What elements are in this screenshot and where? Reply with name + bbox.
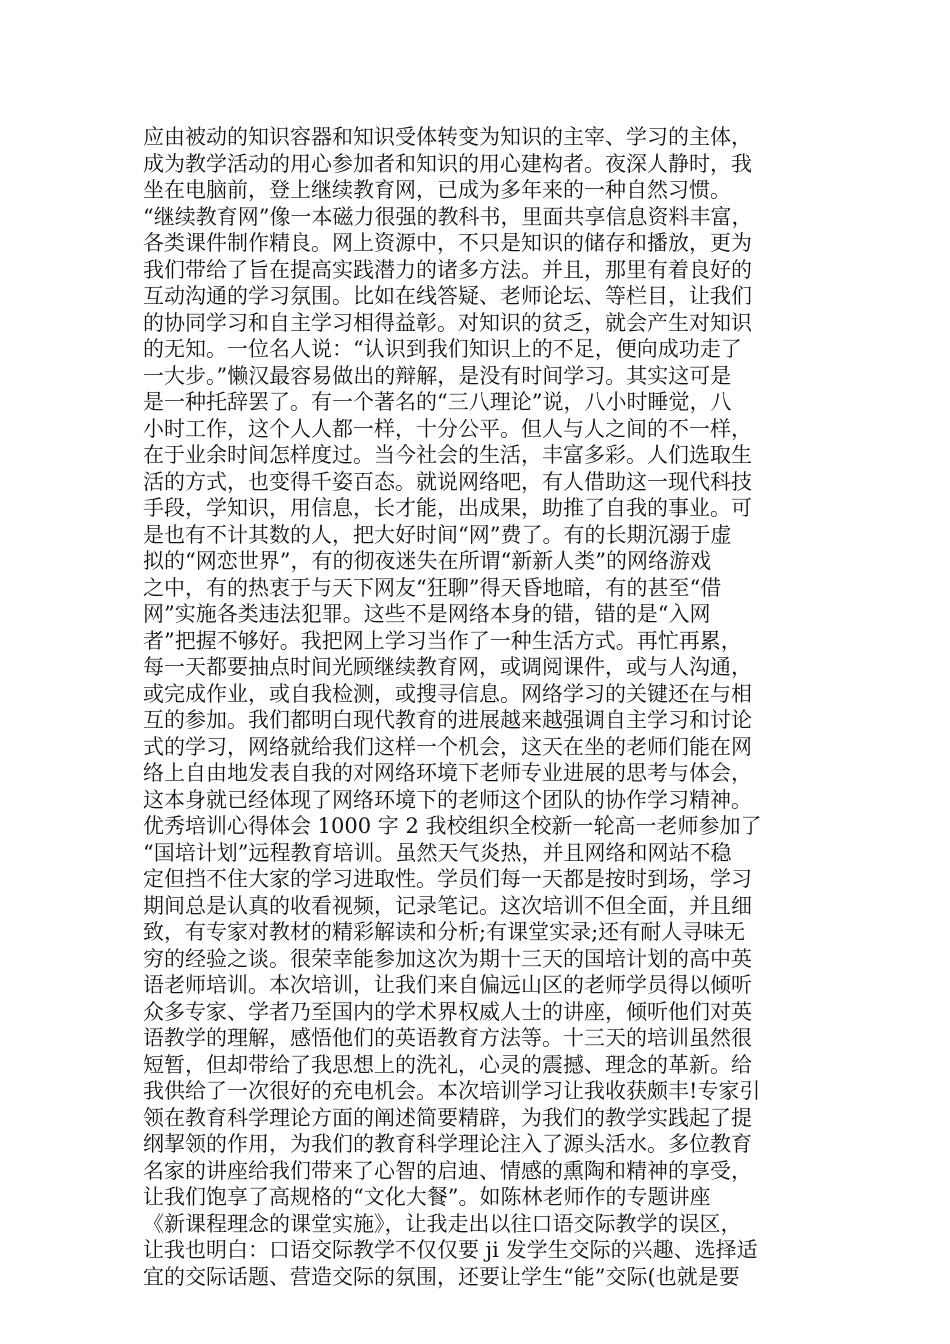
text-line: 纲挈领的作用，为我们的教育科学理论注入了源头活水。多位教育 [143, 1132, 752, 1156]
text-line: 是也有不计其数的人，把大好时间“网”费了。有的长期沉溺于虚 [143, 522, 732, 547]
text-line: 应由被动的知识容器和知识受体转变为知识的主宰、学习的主体， [143, 125, 752, 149]
text-line: 每一天都要抽点时间光顾继续教育网，或调阅课件，或与人沟通， [143, 655, 752, 679]
text-line: 短暂，但却带给了我思想上的洗礼，心灵的震撼、理念的革新。给 [143, 1052, 752, 1077]
text-line: 或完成作业，或自我检测，或搜寻信息。网络学习的关键还在与相 [143, 681, 752, 706]
text-line: 这本身就已经体现了网络环境下的老师这个团队的协作学习精神。 [143, 787, 752, 812]
text-line: 语教学的理解，感悟他们的英语教育方法等。十三天的培训虽然很 [143, 1026, 752, 1050]
text-line: 一大步。”懒汉最容易做出的辩解，是没有时间学习。其实这可是 [143, 363, 732, 388]
text-line: 领在教育科学理论方面的阐述简要精辟，为我们的教学实践起了提 [143, 1105, 752, 1130]
text-line: 是一种托辞罢了。有一个著名的“三八理论”说，八小时睡觉，八 [143, 390, 732, 414]
text-line: 网”实施各类违法犯罪。这些不是网络本身的错，错的是“入网 [143, 602, 711, 626]
text-line: 我供给了一次很好的充电机会。本次培训学习让我收获颇丰!专家引 [143, 1079, 761, 1103]
text-line: 互的参加。我们都明白现代教育的进展越来越强调自主学习和讨论 [143, 708, 752, 732]
text-line: 定但挡不住大家的学习进取性。学员们每一天都是按时到场，学习 [143, 867, 752, 891]
text-line: 式的学习，网络就给我们这样一个机会，这天在坐的老师们能在网 [143, 734, 752, 759]
text-line: 活的方式，也变得千姿百态。就说网络吧，有人借助这一现代科技 [143, 469, 752, 494]
text-line: 小时工作，这个人人都一样，十分公平。但人与人之间的不一样， [143, 416, 752, 441]
text-line: 宜的交际话题、营造交际的氛围，还要让学生“能”交际(也就是要 [143, 1264, 740, 1289]
text-line: 众多专家、学者乃至国内的学术界权威人士的讲座，倾听他们对英 [143, 999, 752, 1024]
body-text [143, 124, 843, 1290]
text-line: 的协同学习和自主学习相得益彰。对知识的贫乏，就会产生对知识 [143, 310, 752, 335]
text-line: 《新课程理念的课堂实施》，让我走出以往口语交际教学的误区， [143, 1211, 742, 1236]
text-line: 语老师培训。本次培训，让我们来自偏远山区的老师学员得以倾听 [143, 973, 752, 997]
text-line: 名家的讲座给我们带来了心智的启迪、情感的熏陶和精神的享受， [143, 1158, 752, 1183]
text-line: 致，有专家对教材的精彩解读和分析;有课堂实录;还有耐人寻味无 [143, 920, 746, 944]
text-line: 让我也明白：口语交际教学不仅仅要 ji 发学生交际的兴趣、选择适 [143, 1238, 758, 1262]
text-line: 拟的“网恋世界”，有的彻夜迷失在所谓“新新人类”的网络游戏 [143, 549, 711, 573]
text-line: 络上自由地发表自我的对网络环境下老师专业进展的思考与体会， [143, 761, 752, 785]
text-line: 在于业余时间怎样度过。当今社会的生活，丰富多彩。人们选取生 [143, 443, 752, 467]
text-line: 坐在电脑前，登上继续教育网，已成为多年来的一种自然习惯。 [143, 178, 731, 202]
text-line: 手段，学知识，用信息，长才能，出成果，助推了自我的事业。可 [143, 496, 752, 520]
text-line: 的无知。一位名人说：“认识到我们知识上的不足，便向成功走了 [143, 337, 742, 361]
text-line: 期间总是认真的收看视频，记录笔记。这次培训不但全面，并且细 [143, 893, 752, 918]
text-line: 之中，有的热衷于与天下网友“狂聊”得天昏地暗，有的甚至“借 [143, 575, 722, 600]
text-line: “国培计划”远程教育培训。虽然天气炎热，并且网络和网站不稳 [143, 840, 732, 865]
text-line: “继续教育网”像一本磁力很强的教科书，里面共享信息资料丰富， [143, 204, 753, 229]
text-line: 各类课件制作精良。网上资源中，不只是知识的储存和播放，更为 [143, 231, 752, 255]
text-line: 互动沟通的学习氛围。比如在线答疑、老师论坛、等栏目，让我们 [143, 284, 752, 308]
text-line: 者”把握不够好。我把网上学习当作了一种生活方式。再忙再累， [143, 628, 742, 653]
text-line: 让我们饱享了高规格的“文化大餐”。如陈林老师作的专题讲座 [143, 1185, 711, 1209]
text-line: 优秀培训心得体会 1000 字 2 我校组织全校新一轮高一老师参加了 [143, 814, 762, 838]
text-line: 我们带给了旨在提高实践潜力的诸多方法。并且，那里有着良好的 [143, 257, 752, 282]
text-line: 穷的经验之谈。很荣幸能参加这次为期十三天的国培计划的高中英 [143, 946, 752, 971]
text-line: 成为教学活动的用心参加者和知识的用心建构者。夜深人静时，我 [143, 151, 752, 176]
